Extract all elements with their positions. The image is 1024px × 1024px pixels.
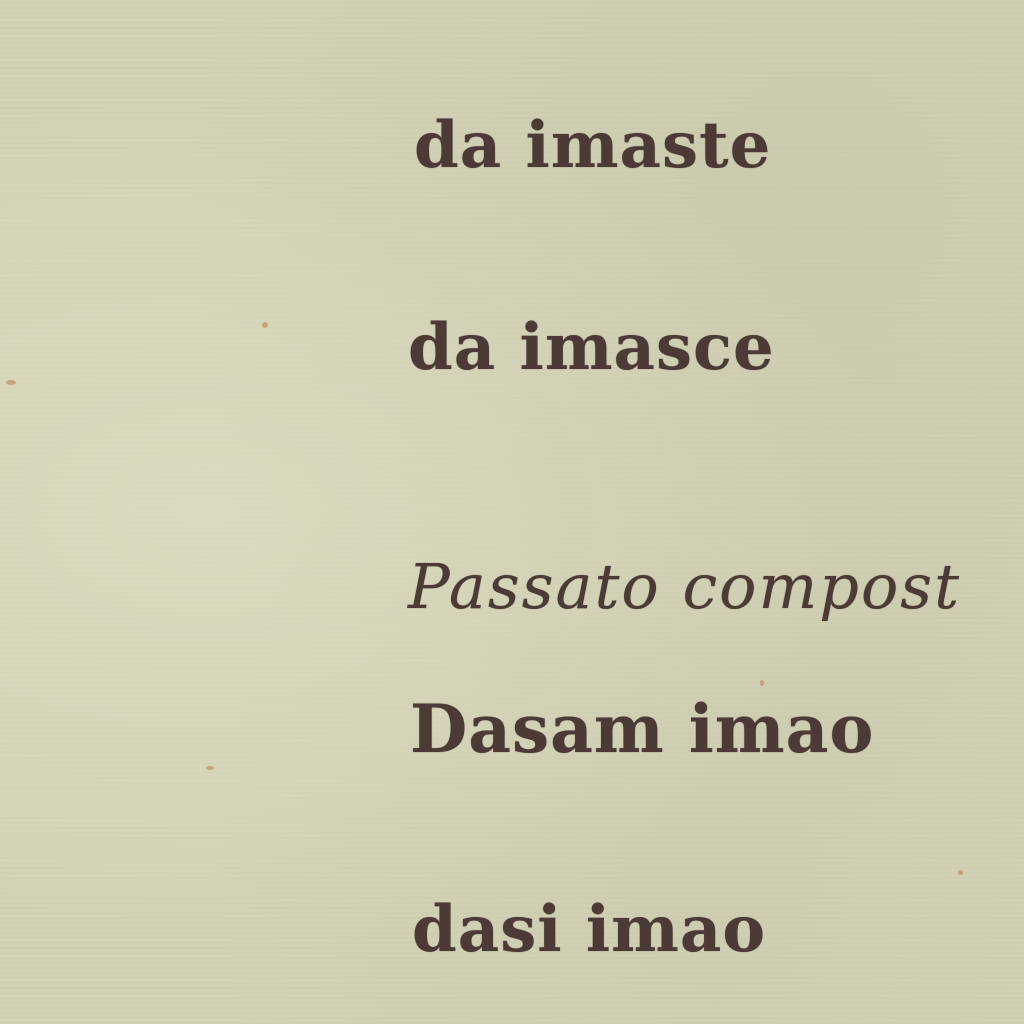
- paper-speck: [206, 766, 214, 770]
- paper-speck: [6, 380, 16, 385]
- verb-line-da-imaste: da imaste: [414, 108, 772, 183]
- verb-line-dasam-imao: Dasam imao: [410, 690, 875, 768]
- paper-speck: [760, 680, 764, 686]
- verb-line-dasi-imao: dasi imao: [412, 892, 767, 967]
- verb-line-da-imasce: da imasce: [408, 310, 775, 385]
- section-heading-passato-composto: Passato compost: [408, 550, 962, 623]
- paper-speck: [262, 322, 268, 328]
- paper-speck: [958, 870, 963, 875]
